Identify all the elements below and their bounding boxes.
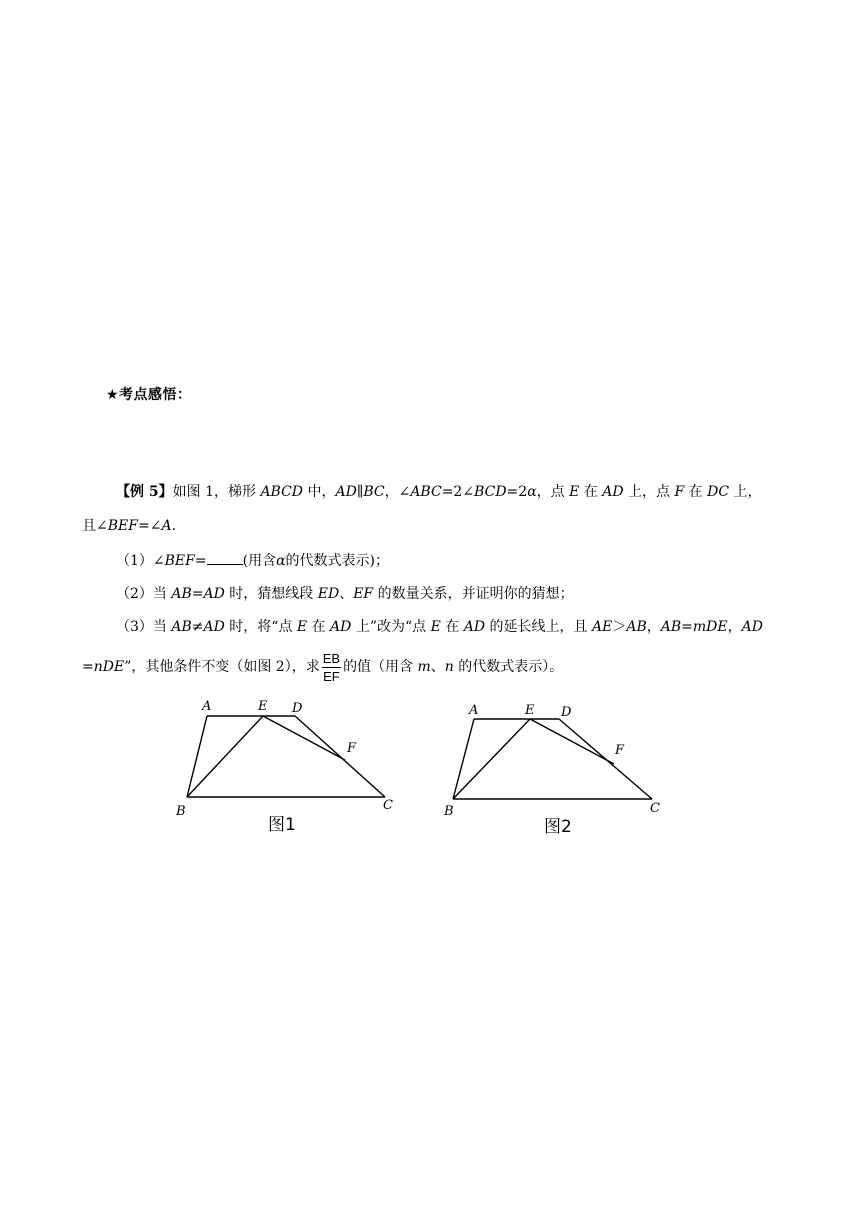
example-line-1: 【例 5】如图 1，梯形 ABCD 中，AD∥BC，∠ABC=2∠BCD=2α，点 E 在 AD 上，点 F 在 DC 上， bbox=[116, 484, 762, 500]
fraction-denominator: EF bbox=[323, 668, 340, 684]
fig2-caption: 图2 bbox=[544, 817, 572, 837]
fig2-segment-ab bbox=[453, 719, 474, 799]
fig2-label-f: F bbox=[615, 743, 625, 758]
fig1-label-e: E bbox=[258, 699, 268, 714]
question-2: （2）当 AB=AD 时，猜想线段 ED、EF 的数量关系，并证明你的猜想； bbox=[116, 586, 574, 602]
fig1-label-c: C bbox=[383, 798, 393, 813]
question-1: （1）∠BEF= (用含α的代数式表示)； bbox=[116, 553, 390, 569]
example-tag: 【例 5】 bbox=[116, 484, 173, 500]
fig2-label-c: C bbox=[650, 801, 660, 816]
section-heading: ★考点感悟： bbox=[106, 387, 192, 403]
fig2-label-b: B bbox=[444, 804, 454, 819]
fig2-label-a: A bbox=[469, 703, 479, 718]
fig1-caption: 图1 bbox=[268, 815, 296, 835]
example-line-2: 且∠BEF=∠A. bbox=[82, 518, 177, 534]
fig1-label-b: B bbox=[176, 804, 186, 819]
question-3-line-1: （3）当 AB≠AD 时，将“点 E 在 AD 上”改为“点 E 在 AD 的延长线上，且 AE＞AB，AB=mDE，AD bbox=[116, 619, 763, 635]
fig2-segment-ef bbox=[530, 719, 614, 764]
fig1-label-a: A bbox=[202, 699, 212, 714]
fig1-label-f: F bbox=[347, 741, 357, 756]
fig2-label-d: D bbox=[561, 705, 572, 720]
fig1-label-d: D bbox=[292, 701, 303, 716]
question-3-line-2: =nDE”，其他条件不变（如图 2），求 $\frac{EB}{EF}$ 的值（用含 m、n 的代数式表示）。 bbox=[82, 650, 564, 684]
fraction-numerator: EB bbox=[322, 650, 341, 666]
fig2-label-e: E bbox=[525, 703, 535, 718]
fig2-segment-eb bbox=[453, 719, 530, 799]
